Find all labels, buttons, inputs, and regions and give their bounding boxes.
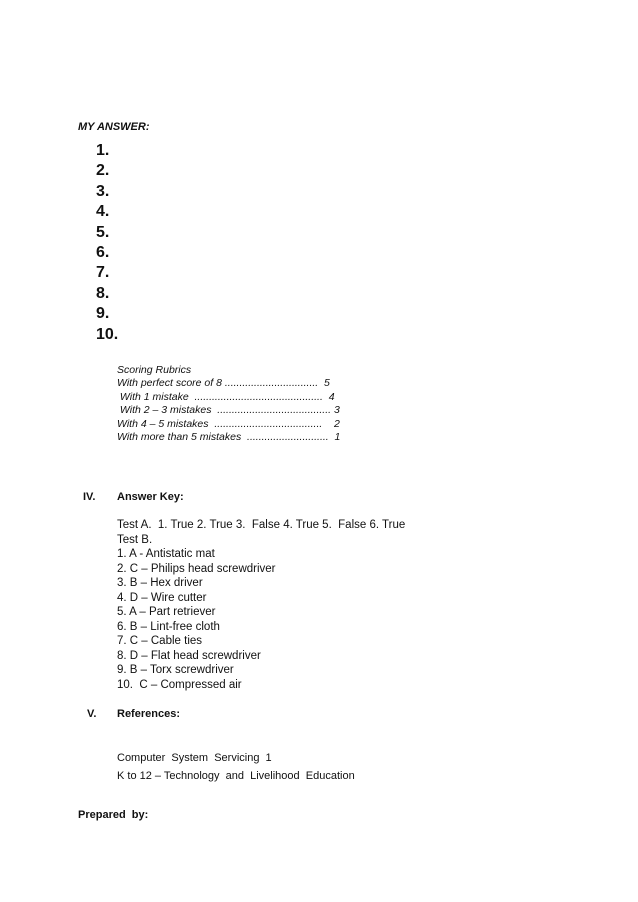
reference-line: K to 12 – Technology and Livelihood Education xyxy=(117,770,355,782)
answer-number: 2. xyxy=(96,162,110,180)
answer-key-heading: Answer Key: xyxy=(117,491,184,503)
answer-number-list xyxy=(96,141,118,345)
answer-number: 10. xyxy=(96,325,119,343)
references-heading: References: xyxy=(117,708,180,720)
scoring-rubrics xyxy=(117,364,340,444)
answer-key-line: 2. C – Philips head screwdriver xyxy=(117,562,276,575)
answer-key-section-number: IV. xyxy=(83,491,96,503)
answer-number: 7. xyxy=(96,264,110,282)
my-answer-heading: MY ANSWER: xyxy=(78,121,150,133)
answer-number: 1. xyxy=(96,142,110,159)
answer-number: 9. xyxy=(96,305,110,323)
answer-key-list xyxy=(117,518,405,692)
answer-key-line: 6. B – Lint-free cloth xyxy=(117,620,220,633)
answer-number: 3. xyxy=(96,182,110,200)
rubric-line: With 1 mistake ............................................ 4 xyxy=(117,390,335,403)
prepared-by-label: Prepared by: xyxy=(78,809,149,821)
rubrics-title: Scoring Rubrics xyxy=(117,364,192,376)
answer-key-line: 10. C – Compressed air xyxy=(117,678,242,691)
reference-line: Computer System Servicing 1 xyxy=(117,752,272,764)
answer-key-line: 7. C – Cable ties xyxy=(117,635,203,647)
rubric-line: With 2 – 3 mistakes ....................................... 3 xyxy=(117,404,340,417)
references-section-number: V. xyxy=(87,708,97,720)
answer-key-line: 1. A - Antistatic mat xyxy=(117,548,215,560)
rubric-line: With perfect score of 8 ................................ 5 xyxy=(117,377,330,390)
answer-key-line: 3. B – Hex driver xyxy=(117,577,203,589)
answer-number: 6. xyxy=(96,243,110,261)
answer-number: 4. xyxy=(96,203,110,221)
answer-number: 5. xyxy=(96,223,110,241)
answer-key-line: Test B. xyxy=(117,533,153,546)
answer-key-line: Test A. 1. True 2. True 3. False 4. True 5. False 6. True xyxy=(117,519,406,531)
references-list xyxy=(117,749,355,785)
answer-key-line: 8. D – Flat head screwdriver xyxy=(117,649,261,662)
answer-key-line: 4. D – Wire cutter xyxy=(117,591,207,604)
answer-key-line: 5. A – Part retriever xyxy=(117,606,216,618)
answer-number: 8. xyxy=(96,284,110,302)
rubric-line: With more than 5 mistakes ............................ 1 xyxy=(117,430,341,443)
answer-key-line: 9. B – Torx screwdriver xyxy=(117,664,234,676)
rubric-line: With 4 – 5 mistakes ..................................... 2 xyxy=(117,417,340,430)
